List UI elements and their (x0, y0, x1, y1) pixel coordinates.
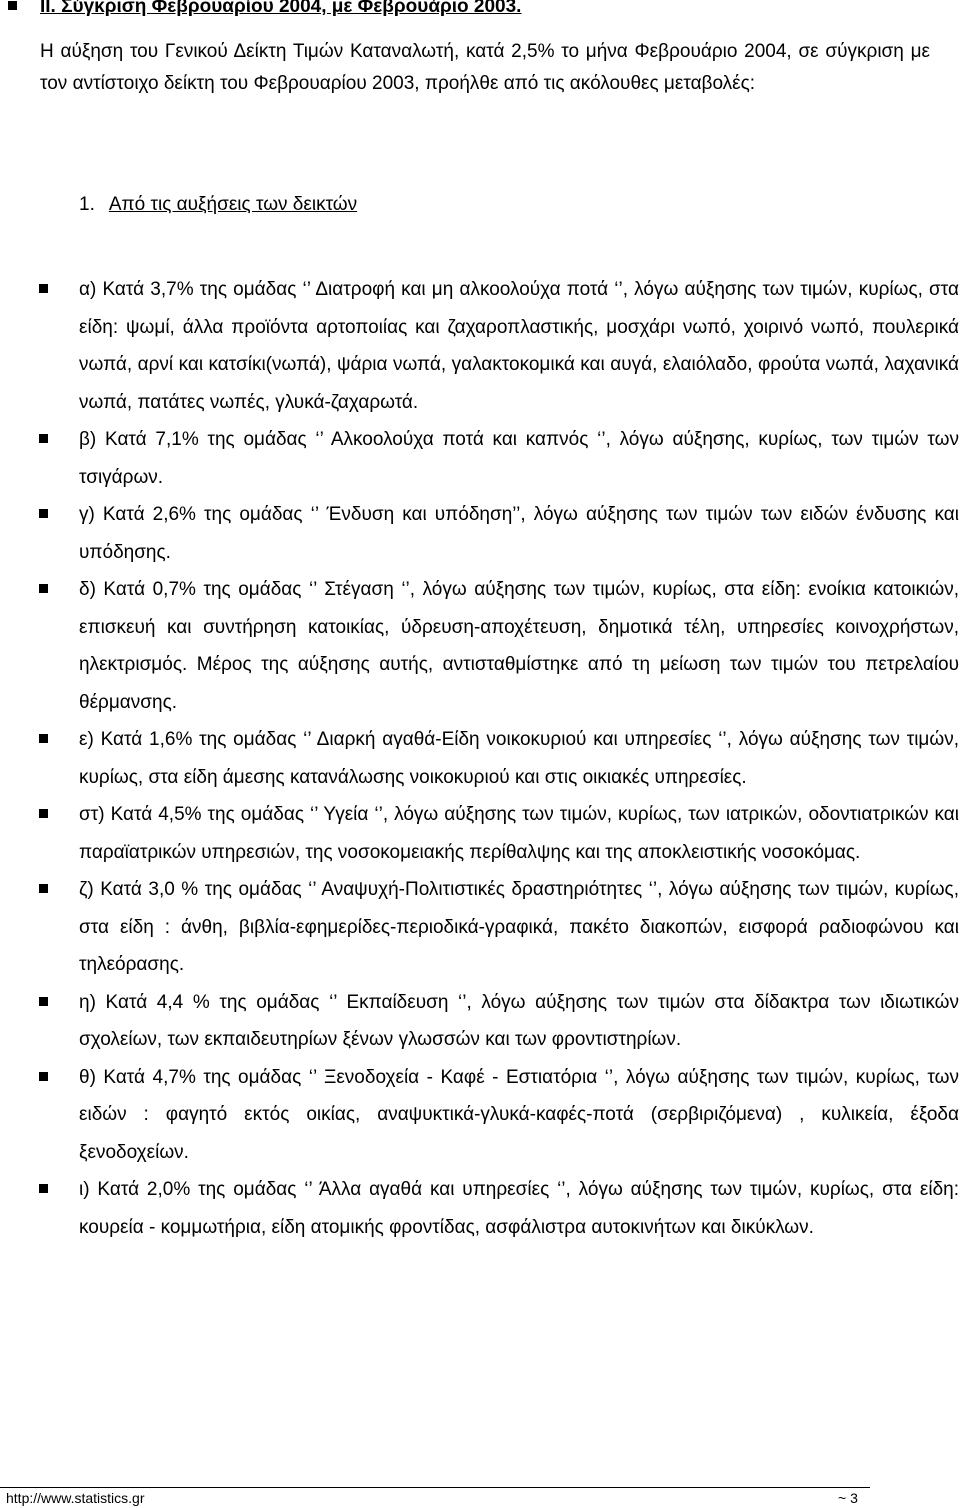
list-item (79, 796, 959, 871)
section-heading (40, 0, 521, 20)
square-bullet-icon (39, 734, 48, 743)
section-title: ΙΙ. Σύγκριση Φεβρουαρίου 2004, με Φεβρουάριο 2003. (40, 0, 522, 17)
square-bullet-icon (39, 509, 48, 518)
square-bullet-icon (8, 1, 17, 10)
footer-url-link[interactable]: http://www.statistics.gr (6, 1490, 145, 1506)
square-bullet-icon (39, 284, 48, 293)
list-item-text: β) Κατά 7,1% της ομάδας ‘’ Αλκοολούχα ποτά και καπνός ‘’, λόγω αύξησης, κυρίως, των τιμών των τσιγάρων. (79, 429, 959, 488)
intro-paragraph (40, 36, 930, 100)
square-bullet-icon (39, 434, 48, 443)
list-item-text: ε) Κατά 1,6% της ομάδας ‘’ Διαρκή αγαθά-Είδη νοικοκυριού και υπηρεσίες ‘’, λόγω αύξησης των τιμών, κυρίως, στα είδη άμεσης κατανάλωσης νοικοκυριού και στις οικιακές υπηρεσίες. (79, 729, 959, 788)
list-item (79, 1171, 959, 1246)
intro-text: Η αύξηση του Γενικού Δείκτη Τιμών Καταναλωτή, κατά 2,5% το μήνα Φεβρουάριο 2004, σε σύγκριση με τον αντίστοιχο δείκτη του Φεβρουαρίου 2003, προήλθε από τις ακόλουθες μεταβολές: (40, 41, 930, 94)
square-bullet-icon (39, 809, 48, 818)
square-bullet-icon (39, 997, 48, 1006)
subsection-heading (79, 191, 357, 219)
subsection-number: 1. (79, 194, 95, 215)
changes-list (79, 271, 959, 1246)
square-bullet-icon (39, 584, 48, 593)
square-bullet-icon (39, 884, 48, 893)
page-number: ~ 3 (838, 1490, 858, 1506)
list-item (79, 571, 959, 721)
list-item (79, 984, 959, 1059)
list-item-text: στ) Κατά 4,5% της ομάδας ‘’ Υγεία ‘’, λόγω αύξησης των τιμών, κυρίως, των ιατρικών, οδοντιατρικών και παραϊατρικών υπηρεσιών, της νοσοκομειακής περίθαλψης και της αποκλειστικής νοσοκόμας. (79, 804, 959, 863)
list-item-text: δ) Κατά 0,7% της ομάδας ‘’ Στέγαση ‘’, λόγω αύξησης των τιμών, κυρίως, στα είδη: ενοίκια κατοικιών, επισκευή και συντήρηση κατοικίας, ύδρευση-αποχέτευση, δημοτικά τέλη, υπηρεσίες κοινοχρήστων, ηλεκτρισμός. Μέρος της αύξησης αυτής, αντισταθμίστηκε από τη μείωση των τιμών του πετρελαίου θέρμανσης. (79, 579, 959, 713)
list-item (79, 721, 959, 796)
list-item-text: ζ) Κατά 3,0 % της ομάδας ‘’ Αναψυχή-Πολιτιστικές δραστηριότητες ‘’, λόγω αύξησης των τιμών, κυρίως, στα είδη : άνθη, βιβλία-εφημερίδες-περιοδικά-γραφικά, πακέτο διακοπών, εισφορά ραδιοφώνου και τηλεόρασης. (79, 879, 959, 975)
list-item (79, 421, 959, 496)
list-item-text: η) Κατά 4,4 % της ομάδας ‘’ Εκπαίδευση ‘’, λόγω αύξησης των τιμών στα δίδακτρα των ιδιωτικών σχολείων, των εκπαιδευτηρίων ξένων γλωσσών και των φροντιστηρίων. (79, 991, 959, 1050)
list-item-text: θ) Κατά 4,7% της ομάδας ‘’ Ξενοδοχεία - Καφέ - Εστιατόρια ‘’, λόγω αύξησης των τιμών, κυρίως, των ειδών : φαγητό εκτός οικίας, αναψυκτικά-γλυκά-καφές-ποτά (σερβιριζόμενα) , κυλικεία, έξοδα ξενοδοχείων. (79, 1066, 959, 1163)
list-item (79, 271, 959, 421)
square-bullet-icon (39, 1072, 48, 1081)
list-item (79, 496, 959, 571)
subsection-title: Από τις αυξήσεις των δεικτών (108, 194, 358, 215)
list-item-text: α) Κατά 3,7% της ομάδας ‘’ Διατροφή και μη αλκοολούχα ποτά ‘’, λόγω αύξησης των τιμών, κυρίως, στα είδη: ψωμί, άλλα προϊόντα αρτοποιίας και ζαχαροπλαστικής, μοσχάρι νωπό, χοιρινό νωπό, πουλερικά νωπά, αρνί και κατσίκι(νωπά), ψάρια νωπά, γαλακτοκομικά και αυγά, ελαιόλαδο, φρούτα νωπά, λαχανικά νωπά, πατάτες νωπές, γλυκά-ζαχαρωτά. (79, 279, 959, 413)
footer-divider (0, 1487, 870, 1488)
square-bullet-icon (39, 1184, 48, 1193)
list-item-text: γ) Κατά 2,6% της ομάδας ‘’ Ένδυση και υπόδηση’’, λόγω αύξησης των τιμών των ειδών ένδυσης και υπόδησης. (79, 504, 959, 563)
list-item (79, 871, 959, 984)
list-item-text: ι) Κατά 2,0% της ομάδας ‘’ Άλλα αγαθά και υπηρεσίες ‘’, λόγω αύξησης των τιμών, κυρίως, στα είδη: κουρεία - κομμωτήρια, είδη ατομικής φροντίδας, ασφάλιστρα αυτοκινήτων και δικύκλων. (79, 1179, 959, 1238)
list-item (79, 1059, 959, 1172)
